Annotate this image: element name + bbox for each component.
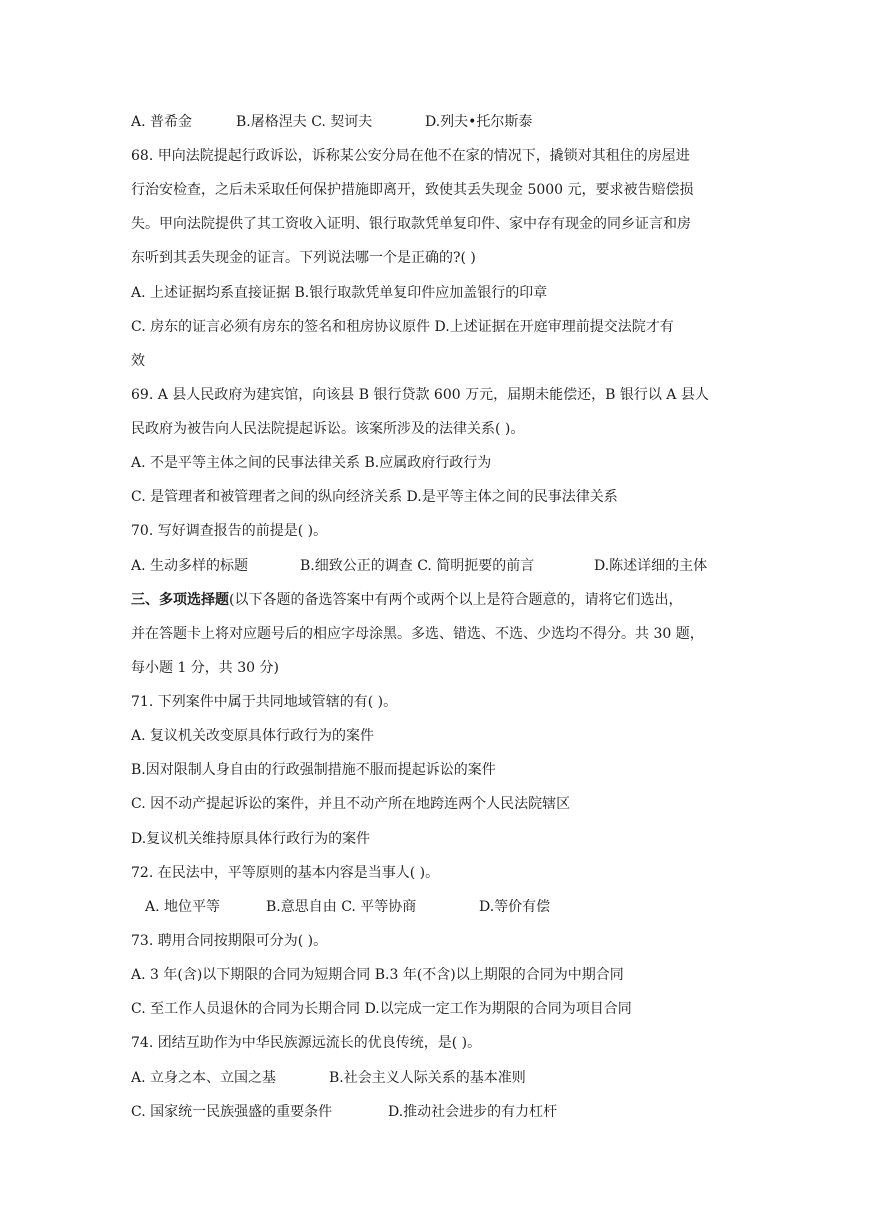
option-b-c: B.细致公正的调查 C. 简明扼要的前言 bbox=[300, 558, 535, 574]
question-72: 72. 在民法中，平等原则的基本内容是当事人( )。 bbox=[131, 865, 440, 881]
question-68-options-cd: C. 房东的证言必须有房东的签名和租房协议原件 D.上述证据在开庭审理前提交法院才有 bbox=[131, 319, 674, 335]
option-d: D.推动社会进步的有力杠杆 bbox=[388, 1104, 558, 1120]
option-a: A. 普希金 bbox=[131, 114, 193, 130]
question-68-line-4: 东听到其丢失现金的证言。下列说法哪一个是正确的?( ) bbox=[131, 250, 476, 266]
option-a: A. 地位平等 bbox=[145, 899, 221, 915]
question-73-options-ab: A. 3 年(含)以下期限的合同为短期合同 B.3 年(不含)以上期限的合同为中期合同 bbox=[131, 967, 624, 983]
question-72-options bbox=[145, 897, 755, 917]
option-b: B.社会主义人际关系的基本准则 bbox=[329, 1070, 526, 1086]
option-b-c: B.屠格涅夫 C. 契诃夫 bbox=[236, 114, 373, 130]
question-73-options-cd: C. 至工作人员退休的合同为长期合同 D.以完成一定工作为期限的合同为项目合同 bbox=[131, 1001, 632, 1017]
section-heading-line bbox=[131, 590, 741, 610]
question-71: 71. 下列案件中属于共同地域管辖的有( )。 bbox=[131, 694, 398, 710]
question-68-line-1: 68. 甲向法院提起行政诉讼，诉称某公安分局在他不在家的情况下，撬锁对其租住的房屋进 bbox=[131, 148, 690, 164]
option-d: D.等价有偿 bbox=[479, 899, 551, 915]
question-68-line-3: 失。甲向法院提供了其工资收入证明、银行取款凭单复印件、家中存有现金的同乡证言和房 bbox=[131, 216, 691, 232]
section-instructions-line-2: 并在答题卡上将对应题号后的相应字母涂黑。多选、错选、不选、少选均不得分。共 30 题， bbox=[131, 626, 704, 642]
option-a: A. 生动多样的标题 bbox=[131, 558, 249, 574]
option-c: C. 国家统一民族强盛的重要条件 bbox=[131, 1104, 333, 1120]
question-70: 70. 写好调查报告的前提是( )。 bbox=[131, 523, 328, 539]
section-heading: 三、多项选择题 bbox=[131, 592, 229, 608]
question-71-option-a: A. 复议机关改变原具体行政行为的案件 bbox=[131, 728, 375, 744]
question-70-options bbox=[131, 556, 741, 576]
question-69-line-2: 民政府为被告向人民法院提起诉讼。该案所涉及的法律关系( )。 bbox=[131, 421, 525, 437]
option-d: D.陈述详细的主体 bbox=[594, 558, 708, 574]
question-69-options-cd: C. 是管理者和被管理者之间的纵向经济关系 D.是平等主体之间的民事法律关系 bbox=[131, 489, 618, 505]
question-73: 73. 聘用合同按期限可分为( )。 bbox=[131, 933, 328, 949]
option-line-67 bbox=[131, 112, 741, 132]
section-instructions-line-3: 每小题 1 分，共 30 分) bbox=[131, 660, 279, 676]
question-69-options-ab: A. 不是平等主体之间的民事法律关系 B.应属政府行政行为 bbox=[131, 455, 492, 471]
question-71-option-b: B.因对限制人身自由的行政强制措施不服而提起诉讼的案件 bbox=[131, 762, 496, 778]
question-74-options-ab bbox=[131, 1068, 741, 1088]
question-69-line-1: 69. A 县人民政府为建宾馆，向该县 B 银行贷款 600 万元，届期未能偿还，B 银行以 A 县人 bbox=[131, 387, 709, 403]
question-74-options-cd bbox=[131, 1102, 741, 1122]
question-68-options-ab: A. 上述证据均系直接证据 B.银行取款凭单复印件应加盖银行的印章 bbox=[131, 285, 548, 301]
option-d: D.列夫•托尔斯泰 bbox=[425, 114, 533, 130]
option-a: A. 立身之本、立国之基 bbox=[131, 1070, 277, 1086]
question-71-option-d: D.复议机关维持原具体行政行为的案件 bbox=[131, 831, 371, 847]
question-68-line-2: 行治安检查，之后未采取任何保护措施即离开，致使其丢失现金 5000 元，要求被告赔偿损 bbox=[131, 182, 694, 198]
option-b-c: B.意思自由 C. 平等协商 bbox=[266, 899, 417, 915]
question-68-options-cont: 效 bbox=[131, 353, 145, 369]
question-71-option-c: C. 因不动产提起诉讼的案件，并且不动产所在地跨连两个人民法院辖区 bbox=[131, 796, 571, 812]
question-74: 74. 团结互助作为中华民族源远流长的优良传统，是( )。 bbox=[131, 1035, 482, 1051]
section-instructions: (以下各题的备选答案中有两个或两个以上是符合题意的，请将它们选出， bbox=[229, 592, 683, 608]
